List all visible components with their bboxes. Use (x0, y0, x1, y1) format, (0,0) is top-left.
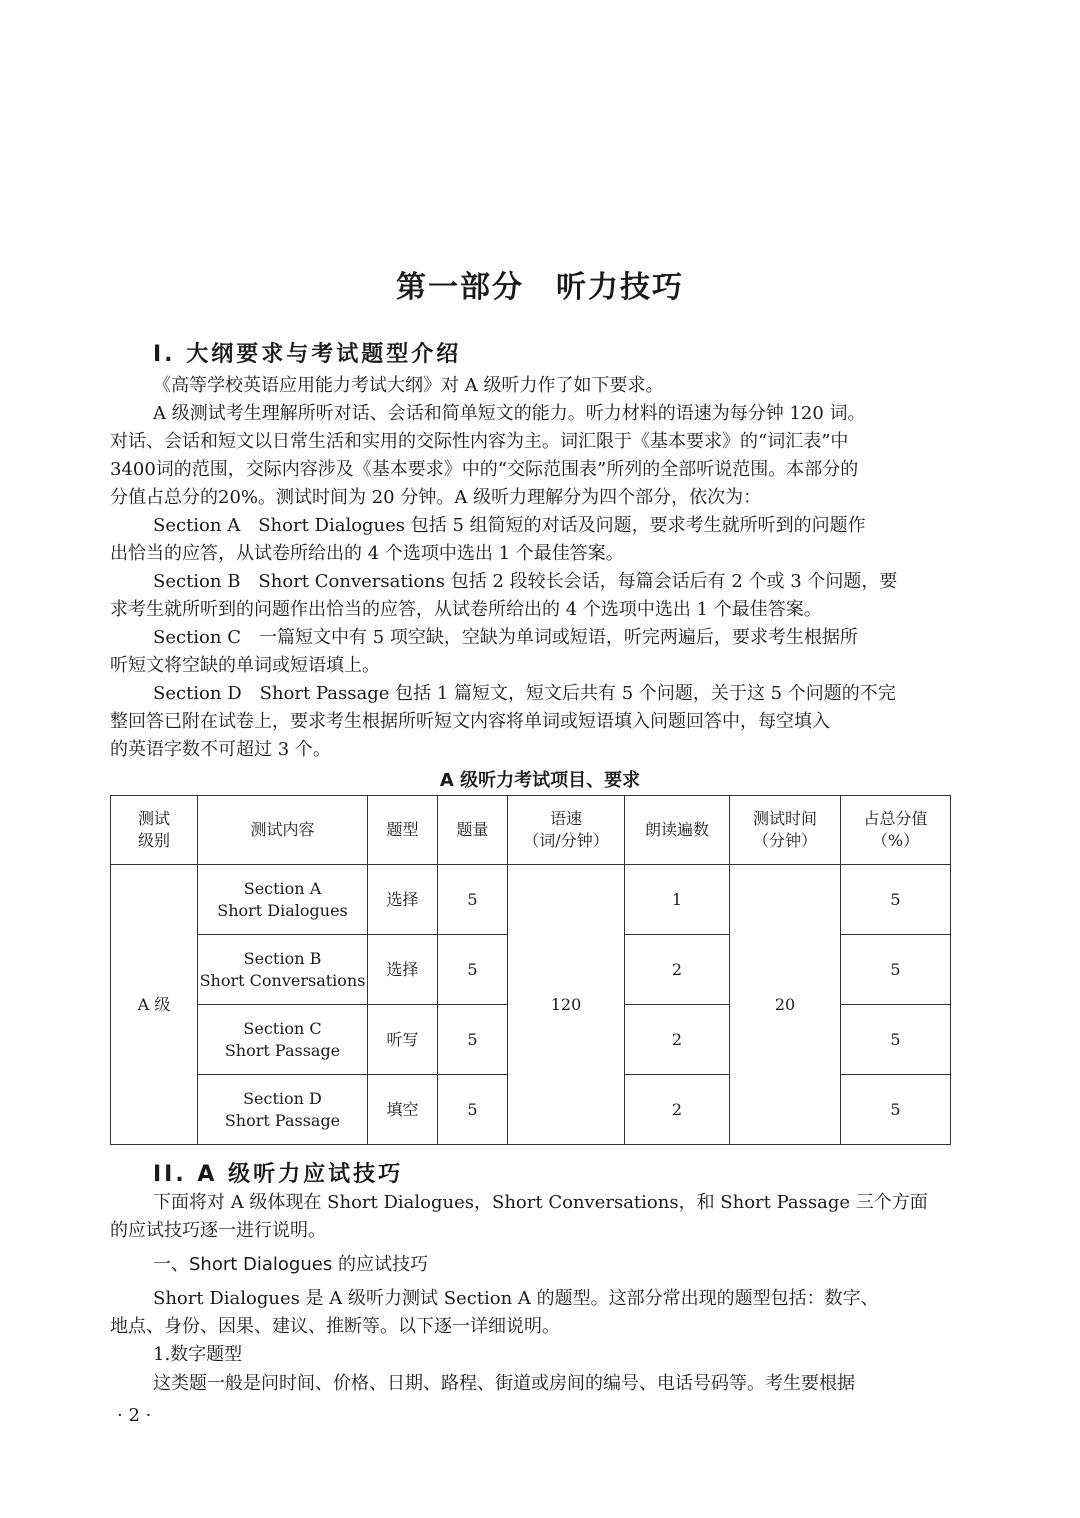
header-time: 测试时间 （分钟） (730, 796, 841, 865)
table-row (111, 865, 951, 935)
subsection-title: 一、Short Dialogues 的应试技巧 (153, 1254, 428, 1275)
cell-speed: 120 (508, 865, 625, 1145)
cell-time: 20 (730, 865, 841, 1145)
cell-score: 5 (841, 1075, 951, 1145)
numeric-type-heading (110, 1341, 950, 1369)
cell-count: 5 (438, 1005, 508, 1075)
paragraph-line: A 级测试考生理解所听对话、会话和简单短文的能力。听力材料的语速为每分钟 120 词。 (153, 403, 866, 424)
cell-type: 填空 (368, 1075, 438, 1145)
subsubsection-title: 1.数字题型 (153, 1344, 243, 1365)
cell-level: A 级 (111, 865, 198, 1145)
paragraph-line: Section D Short Passage 包括 1 篇短文，短文后共有 5 个问题，关于这 5 个问题的不完 (153, 683, 896, 704)
cell-reads: 2 (625, 1005, 730, 1075)
paragraph-line: Section C 一篇短文中有 5 项空缺，空缺为单词或短语，听完两遍后，要求考生根据所 (153, 627, 858, 648)
cell-type: 听写 (368, 1005, 438, 1075)
cell-score: 5 (841, 1005, 951, 1075)
paragraph-line: 求考生就所听到的问题作出恰当的应答，从试卷所给出的 4 个选项中选出 1 个最佳答案。 (110, 599, 822, 620)
section2-body (110, 1189, 950, 1245)
header-count: 题量 (438, 796, 508, 865)
cell-reads: 2 (625, 1075, 730, 1145)
section2-body-3 (110, 1370, 950, 1398)
paragraph-line: 地点、身份、因果、建议、推断等。以下逐一详细说明。 (110, 1316, 560, 1337)
table-header-row (111, 796, 951, 865)
paragraph-line: 的应试技巧逐一进行说明。 (110, 1220, 326, 1241)
exam-requirements-table (110, 795, 951, 1145)
section1-title: I. 大纲要求与考试题型介绍 (153, 342, 462, 367)
paragraph-line: 这类题一般是问时间、价格、日期、路程、街道或房间的编号、电话号码等。考生要根据 (153, 1373, 855, 1394)
cell-content: Section B Short Conversations (198, 935, 368, 1005)
paragraph-line: Section B Short Conversations 包括 2 段较长会话，每篇会话后有 2 个或 3 个问题，要 (153, 571, 898, 592)
paragraph-line: 3400词的范围，交际内容涉及《基本要求》中的“交际范围表”所列的全部听说范围。本部分的 (110, 459, 859, 480)
cell-count: 5 (438, 1075, 508, 1145)
cell-reads: 1 (625, 865, 730, 935)
paragraph-line: 听短文将空缺的单词或短语填上。 (110, 655, 380, 676)
header-reads: 朗读遍数 (625, 796, 730, 865)
table-caption: A 级听力考试项目、要求 (439, 770, 641, 791)
section1-body (110, 372, 950, 764)
cell-score: 5 (841, 935, 951, 1005)
paragraph-line: 对话、会话和短文以日常生活和实用的交际性内容为主。词汇限于《基本要求》的“词汇表”中 (110, 431, 849, 452)
cell-reads: 2 (625, 935, 730, 1005)
cell-content: Section A Short Dialogues (198, 865, 368, 935)
paragraph-line: Short Dialogues 是 A 级听力测试 Section A 的题型。这部分常出现的题型包括：数字、 (153, 1288, 879, 1309)
cell-score: 5 (841, 865, 951, 935)
cell-type: 选择 (368, 865, 438, 935)
header-speed: 语速 （词/分钟） (508, 796, 625, 865)
paragraph-line: 分值占总分的20%。测试时间为 20 分钟。A 级听力理解分为四个部分，依次为： (110, 487, 762, 508)
paragraph-line: 的英语字数不可超过 3 个。 (110, 739, 331, 760)
cell-content: Section C Short Passage (198, 1005, 368, 1075)
header-content: 测试内容 (198, 796, 368, 865)
section2-body-2 (110, 1285, 950, 1341)
cell-content: Section D Short Passage (198, 1075, 368, 1145)
cell-count: 5 (438, 935, 508, 1005)
part-title: 第一部分 听力技巧 (396, 270, 684, 305)
paragraph-line: 出恰当的应答，从试卷所给出的 4 个选项中选出 1 个最佳答案。 (110, 543, 624, 564)
page-number: · 2 · (117, 1405, 152, 1426)
subsection-heading (110, 1251, 950, 1279)
cell-type: 选择 (368, 935, 438, 1005)
paragraph-line: Section A Short Dialogues 包括 5 组简短的对话及问题，要求考生就所听到的问题作 (153, 515, 866, 536)
paragraph-line: 《高等学校英语应用能力考试大纲》对 A 级听力作了如下要求。 (153, 375, 664, 396)
header-score: 占总分值 （%） (841, 796, 951, 865)
cell-count: 5 (438, 865, 508, 935)
paragraph-line: 下面将对 A 级体现在 Short Dialogues，Short Conversations，和 Short Passage 三个方面 (153, 1192, 928, 1213)
header-type: 题型 (368, 796, 438, 865)
paragraph-line: 整回答已附在试卷上，要求考生根据所听短文内容将单词或短语填入问题回答中，每空填入 (110, 711, 830, 732)
section2-title: II. A 级听力应试技巧 (153, 1162, 404, 1187)
header-level: 测试 级别 (111, 796, 198, 865)
